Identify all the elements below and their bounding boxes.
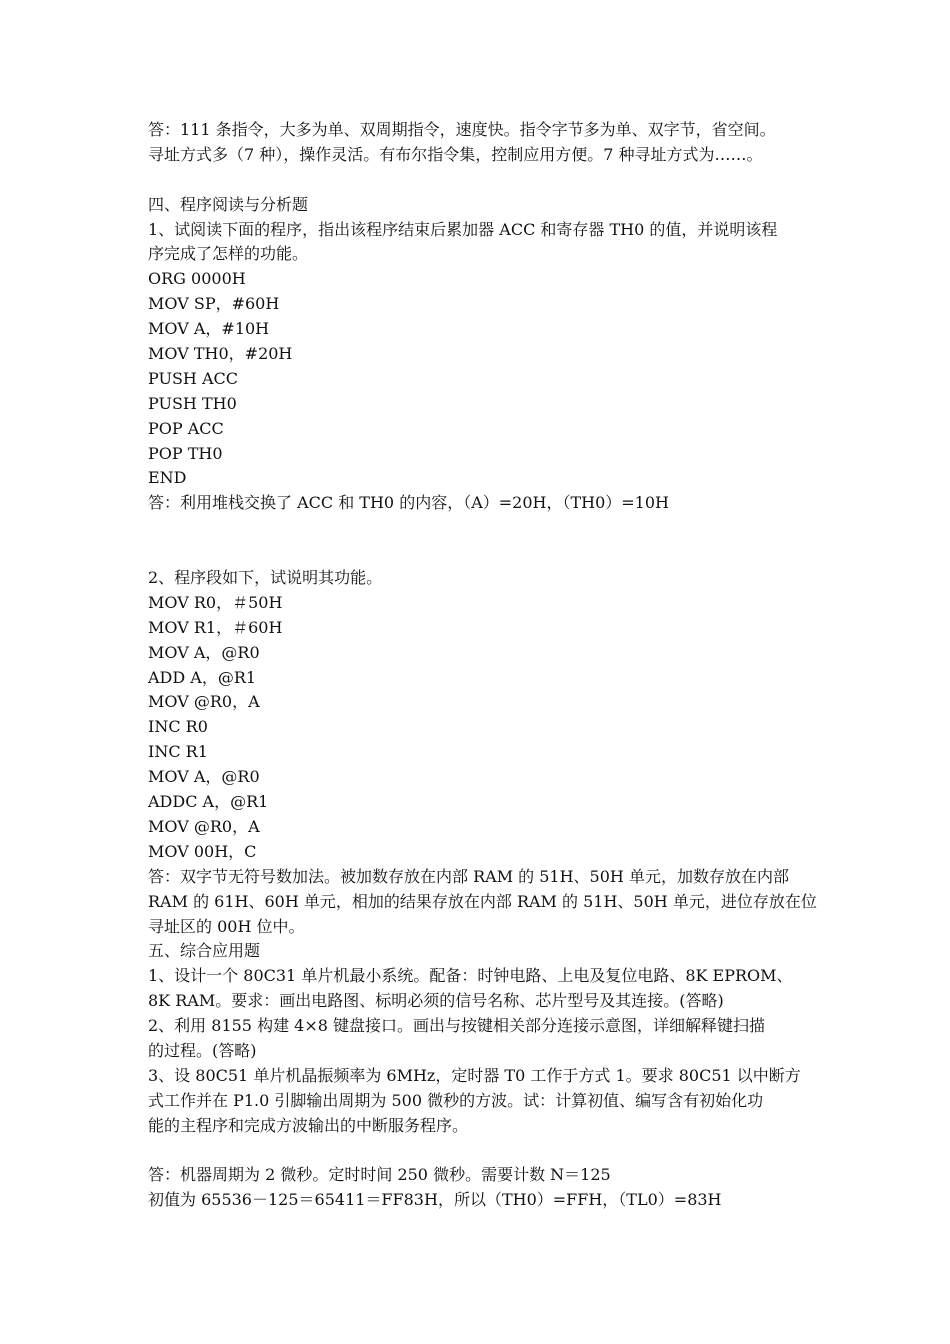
code-line: END xyxy=(148,468,187,488)
blank-line xyxy=(148,1139,878,1164)
section-heading: 五、综合应用题 xyxy=(148,941,261,961)
answer-line: 寻址方式多（7 种），操作灵活。有布尔指令集，控制应用方便。7 种寻址方式为……。 xyxy=(148,144,763,164)
question-line: 能的主程序和完成方波输出的中断服务程序。 xyxy=(148,1115,469,1135)
question-line: 的过程。(答略) xyxy=(148,1040,257,1060)
section-heading: 四、程序阅读与分析题 xyxy=(148,194,309,214)
blank-line xyxy=(148,168,878,193)
question-line: 3、设 80C51 单片机晶振频率为 6MHz，定时器 T0 工作于方式 1。要求 80C51 以中断方 xyxy=(148,1065,801,1085)
question-line: 1、试阅读下面的程序，指出该程序结束后累加器 ACC 和寄存器 TH0 的值，并说明该程 xyxy=(148,219,778,239)
blank-line xyxy=(148,516,878,541)
code-line: ORG 0000H xyxy=(148,269,246,289)
blank-line xyxy=(148,541,878,566)
code-line: MOV TH0，#20H xyxy=(148,344,293,364)
code-line: MOV @R0，A xyxy=(148,816,260,836)
code-line: MOV R1，＃60H xyxy=(148,617,283,637)
answer-line: 寻址区的 00H 位中。 xyxy=(148,916,305,936)
code-line: POP ACC xyxy=(148,418,224,438)
code-line: MOV A，@R0 xyxy=(148,767,260,787)
answer-line: RAM 的 61H、60H 单元，相加的结果存放在内部 RAM 的 51H、50H 单元，进位存放在位 xyxy=(148,891,817,911)
code-line: INC R1 xyxy=(148,742,208,762)
answer-line: 答：机器周期为 2 微秒。定时时间 250 微秒。需要计数 N＝125 xyxy=(148,1165,611,1185)
document-body xyxy=(148,118,878,1213)
question-line: 2、利用 8155 构建 4×8 键盘接口。画出与按键相关部分连接示意图，详细解释键扫描 xyxy=(148,1016,766,1036)
question-line: 8K RAM。要求：画出电路图、标明必须的信号名称、芯片型号及其连接。(答略) xyxy=(148,991,724,1011)
code-line: MOV 00H，C xyxy=(148,841,257,861)
question-line: 1、设计一个 80C31 单片机最小系统。配备：时钟电路、上电及复位电路、8K EPROM、 xyxy=(148,966,793,986)
question-line: 式工作并在 P1.0 引脚输出周期为 500 微秒的方波。试：计算初值、编写含有初始化功 xyxy=(148,1090,764,1110)
code-line: MOV SP，#60H xyxy=(148,294,280,314)
code-line: MOV A，#10H xyxy=(148,319,270,339)
code-line: MOV @R0，A xyxy=(148,692,260,712)
code-line: MOV A，@R0 xyxy=(148,642,260,662)
answer-line: 答：双字节无符号数加法。被加数存放在内部 RAM 的 51H、50H 单元，加数存放在内部 xyxy=(148,866,789,886)
code-line: POP TH0 xyxy=(148,443,223,463)
code-line: PUSH TH0 xyxy=(148,393,237,413)
code-line: INC R0 xyxy=(148,717,208,737)
answer-line: 初值为 65536－125＝65411＝FF83H，所以（TH0）=FFH，（TL0）=83H xyxy=(148,1190,722,1210)
code-line: MOV R0，＃50H xyxy=(148,592,283,612)
answer-line: 答：利用堆栈交换了 ACC 和 TH0 的内容，（A）=20H，（TH0）=10H xyxy=(148,493,669,513)
code-line: ADD A，@R1 xyxy=(148,667,257,687)
question-line: 序完成了怎样的功能。 xyxy=(148,244,309,264)
question-line: 2、程序段如下，试说明其功能。 xyxy=(148,568,383,588)
answer-line: 答：111 条指令，大多为单、双周期指令，速度快。指令字节多为单、双字节，省空间。 xyxy=(148,120,776,139)
code-line: ADDC A，@R1 xyxy=(148,792,269,812)
code-line: PUSH ACC xyxy=(148,368,239,388)
